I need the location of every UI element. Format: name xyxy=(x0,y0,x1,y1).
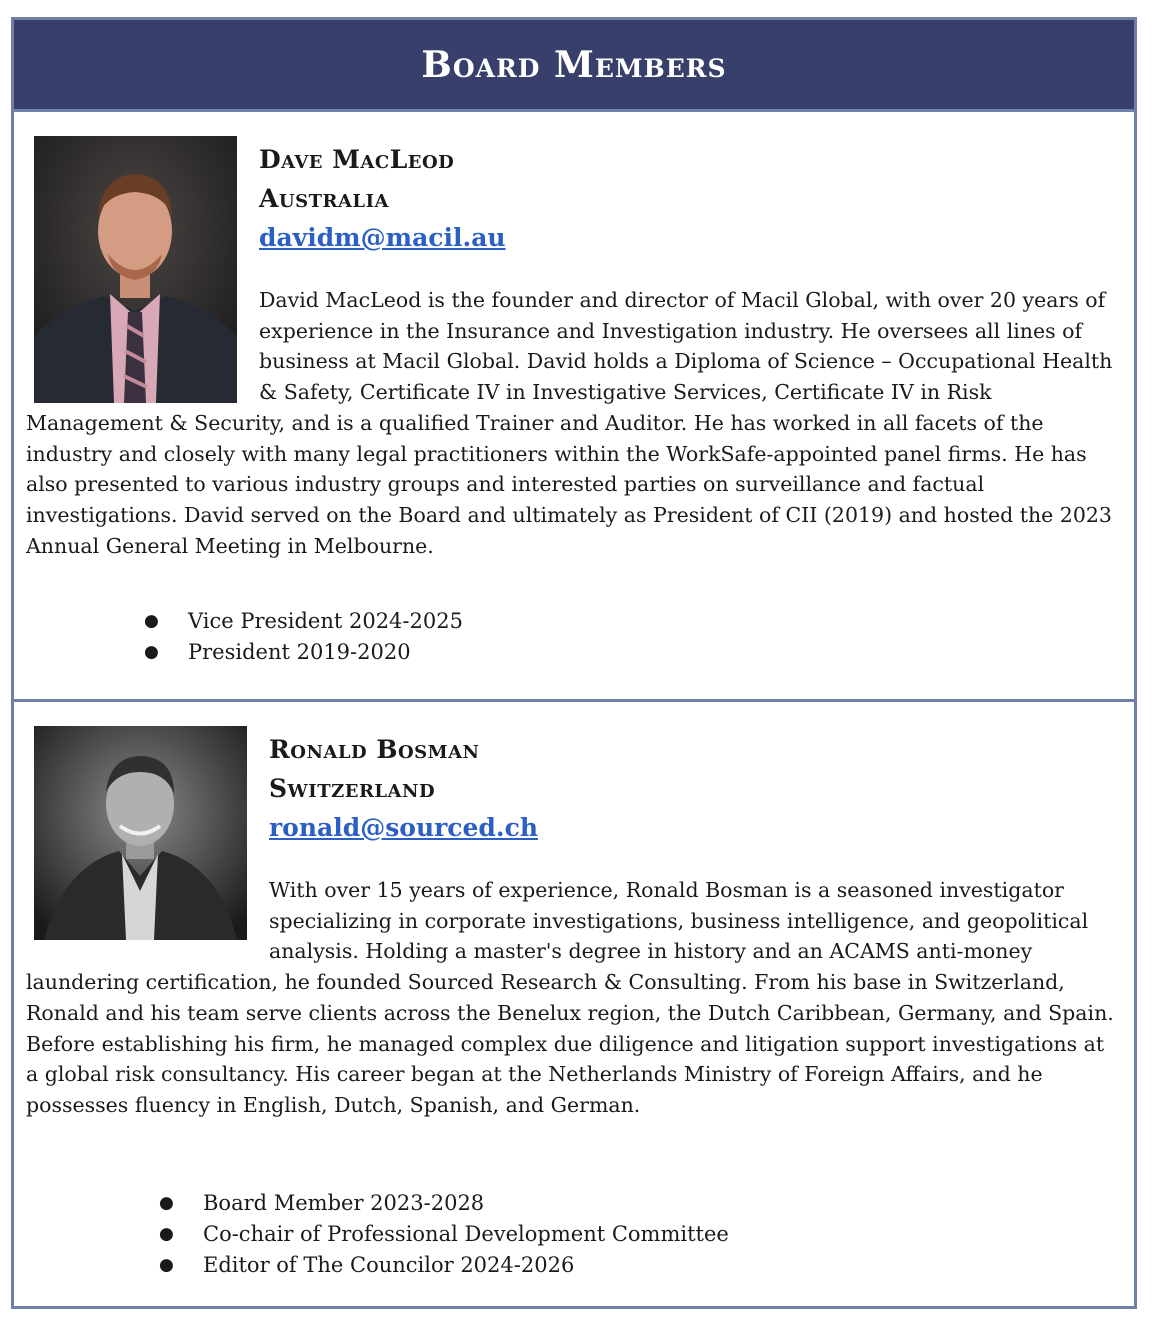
member-name: Ronald Bosman xyxy=(269,735,480,764)
role-item: ● Vice President 2024-2025 xyxy=(144,606,463,637)
member-country: Switzerland xyxy=(269,774,436,803)
member-roles-list xyxy=(159,1188,729,1281)
board-members-frame xyxy=(11,17,1137,1309)
member-photo-2 xyxy=(34,726,247,940)
member-bio: David MacLeod is the founder and director of Macil Global, with over 20 years of experience in the Insurance and Investigation industry. He oversees all lines of business at Macil Global. David holds a Diploma of Science – Occupational Health & Safety, Certificate IV in Investigative Services, Certificate IV in Risk Management & Security, and is a qualified Trainer and Auditor. He has worked in all facets of the industry and closely with many legal practitioners within the WorkSafe-appointed panel firms. He has also presented to various industry groups and interested parties on surveillance and factual investigations. David served on the Board and ultimately as President of CII (2019) and hosted the 2023 Annual General Meeting in Melbourne. xyxy=(26,288,1113,558)
member-roles-list xyxy=(144,606,463,668)
member-email-link[interactable]: ronald@sourced.ch xyxy=(269,813,539,842)
page-title: Board Members xyxy=(421,43,727,86)
member-photo-1 xyxy=(34,136,237,403)
role-item: ● Co-chair of Professional Development Committee xyxy=(159,1219,729,1250)
role-item: ● Editor of The Councilor 2024-2026 xyxy=(159,1250,729,1281)
role-item: ● President 2019-2020 xyxy=(144,637,463,668)
member-name: Dave MacLeod xyxy=(259,145,455,174)
role-item: ● Board Member 2023-2028 xyxy=(159,1188,729,1219)
portrait-photo xyxy=(34,136,237,403)
portrait-photo xyxy=(34,726,247,940)
member-country: Australia xyxy=(259,184,389,213)
member-section-2 xyxy=(14,702,1134,1306)
member-email-link[interactable]: davidm@macil.au xyxy=(259,223,506,252)
member-bio: With over 15 years of experience, Ronald Bosman is a seasoned investigator specializing in corporate investigations, business intelligence, and geopolitical analysis. Holding a master's degree in history and an ACAMS anti-money laundering certification, he founded Sourced Research & Consulting. From his base in Switzerland, Ronald and his team serve clients across the Benelux region, the Dutch Caribbean, Germany, and Spain. Before establishing his firm, he managed complex due diligence and litigation support investigations at a global risk consultancy. His career began at the Netherlands Ministry of Foreign Affairs, and he possesses fluency in English, Dutch, Spanish, and German. xyxy=(26,878,1114,1117)
member-section-1 xyxy=(14,112,1134,702)
header-bar xyxy=(14,20,1134,112)
